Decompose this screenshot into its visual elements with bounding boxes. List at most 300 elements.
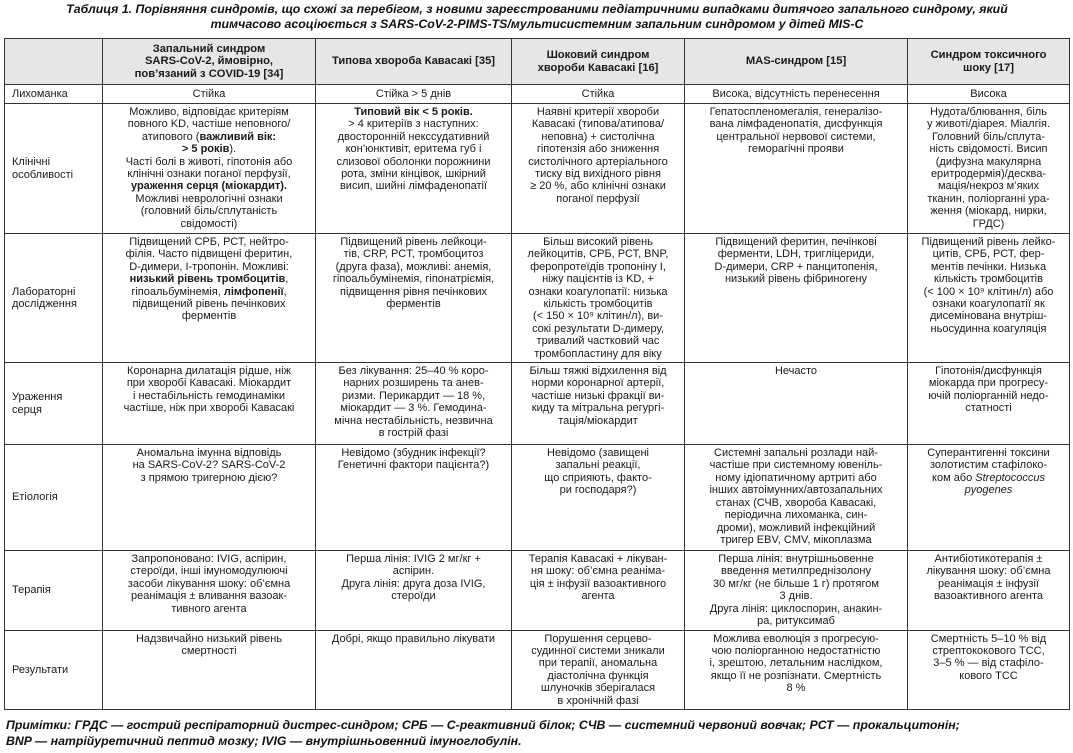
cell-text: ризми. Перикардит — 18 %, bbox=[341, 389, 486, 402]
cell-line bbox=[911, 645, 1066, 657]
cell-text: ження (міокард, нирки, bbox=[930, 205, 1047, 218]
cell-text: дисемінована внутріш- bbox=[930, 310, 1047, 323]
cell-text: засоби лікування шоку: об’ємна bbox=[127, 577, 291, 590]
cell-line bbox=[106, 298, 312, 310]
column-header-4 bbox=[685, 39, 908, 85]
cell-text: ючій поліорганній недо- bbox=[928, 389, 1049, 402]
cell-line bbox=[911, 310, 1066, 322]
cell-line bbox=[515, 236, 681, 248]
cell-text: неповна) + систолічна bbox=[541, 130, 655, 143]
cell-text: Невідомо (збудник інфекції? bbox=[341, 447, 486, 460]
cell-line bbox=[688, 447, 904, 459]
cell-text: ознаки коагулопатії як bbox=[932, 298, 1045, 311]
cell-line bbox=[911, 565, 1066, 577]
cell-text: Коронарна дилатація рідше, ніж bbox=[127, 365, 291, 378]
table-cell bbox=[512, 85, 685, 104]
row-header-cardiac bbox=[5, 363, 103, 445]
cell-line bbox=[319, 447, 508, 459]
cell-text: Перша лінія: внутрішньовенне bbox=[718, 553, 874, 566]
cell-text: повного KD, частіше неповного/ bbox=[127, 118, 291, 131]
cell-text: ). bbox=[229, 143, 237, 156]
cell-text: центральної нервової системи, bbox=[716, 130, 876, 143]
cell-line bbox=[319, 236, 508, 248]
table-body bbox=[5, 85, 1070, 710]
table-cell bbox=[103, 363, 316, 445]
table-cell bbox=[908, 104, 1070, 234]
cell-text: стероїди, інші імуномодулюючі bbox=[130, 565, 288, 578]
cell-line bbox=[688, 670, 904, 682]
cell-line bbox=[106, 273, 312, 285]
header-line: шоку [17] bbox=[963, 61, 1014, 74]
cell-text: (друга фаза), можливі: анемія, bbox=[335, 260, 492, 273]
cell-line bbox=[515, 415, 681, 427]
cell-text: ферментів bbox=[386, 298, 441, 311]
row-header-line: Клінічні bbox=[12, 156, 51, 169]
cell-text: цитів, СРБ, РСТ, фер- bbox=[932, 248, 1045, 261]
cell-line bbox=[106, 168, 312, 180]
cell-line bbox=[688, 261, 904, 273]
cell-text: Системні запальні розлади най- bbox=[714, 447, 878, 460]
cell-line bbox=[515, 180, 681, 192]
cell-text: стероїди bbox=[391, 590, 436, 603]
cell-text: ньосудинна коагуляція bbox=[930, 322, 1047, 335]
cell-line bbox=[911, 402, 1066, 414]
cell-text: нарних розширень та анев- bbox=[343, 377, 484, 390]
cell-line bbox=[911, 472, 1066, 484]
cell-line bbox=[106, 603, 312, 615]
table-cell bbox=[103, 551, 316, 630]
cell-line bbox=[688, 534, 904, 546]
table-cell bbox=[512, 551, 685, 630]
header-line: Шоковий синдром bbox=[546, 49, 650, 62]
cell-line bbox=[688, 236, 904, 248]
row-header-line: Лихоманка bbox=[12, 87, 68, 100]
cell-text: чою поліорганною недостатністю bbox=[711, 644, 881, 657]
cell-text: Стійка bbox=[581, 87, 615, 100]
cell-line bbox=[106, 645, 312, 657]
cell-line bbox=[688, 603, 904, 615]
cell-line bbox=[106, 447, 312, 459]
cell-line bbox=[106, 402, 312, 414]
cell-line bbox=[319, 286, 508, 298]
table-cell bbox=[316, 445, 512, 551]
cell-text: агента bbox=[581, 590, 615, 603]
cell-text: Друга лінія: циклоспорин, анакин- bbox=[709, 602, 883, 615]
cell-line bbox=[106, 472, 312, 484]
cell-line bbox=[106, 156, 312, 168]
cell-line bbox=[106, 578, 312, 590]
row-header-fever bbox=[5, 85, 103, 104]
table-row-outcomes bbox=[5, 630, 1070, 709]
cell-line bbox=[911, 365, 1066, 377]
cell-line bbox=[688, 633, 904, 645]
cell-text: ність свідомості. Висип bbox=[929, 143, 1048, 156]
cell-line bbox=[515, 193, 681, 205]
cell-line bbox=[688, 273, 904, 285]
cell-text: систолічного артеріального bbox=[528, 155, 668, 168]
cell-line bbox=[106, 286, 312, 298]
table-row-fever bbox=[5, 85, 1070, 104]
cell-text: свідомості) bbox=[180, 217, 238, 230]
row-header-line: серця bbox=[12, 403, 42, 416]
cell-text: Смертність 5–10 % від bbox=[930, 632, 1047, 645]
cell-text: у животі/діарея. Міалгія. bbox=[926, 118, 1051, 131]
header-line: хвороби Кавасакі [16] bbox=[537, 61, 659, 74]
table-cell bbox=[103, 445, 316, 551]
cell-line bbox=[688, 106, 904, 118]
cell-line bbox=[911, 286, 1066, 298]
cell-line bbox=[911, 88, 1066, 100]
cell-line bbox=[911, 180, 1066, 192]
cell-text: підвищення рівня печінкових bbox=[339, 285, 487, 298]
cell-text: Можливі неврологічні ознаки bbox=[135, 192, 283, 205]
notes-line: Примітки: ГРДС — гострий респіраторний дистрес-синдром; СРБ — С-реактивний білок; СЧВ — системний червоний вовчак; РСТ — прокальцитонін; bbox=[6, 718, 960, 732]
cell-text: тів, CRP, PCT, тромбоцитоз bbox=[343, 248, 484, 261]
cell-line bbox=[911, 377, 1066, 389]
cell-line bbox=[515, 88, 681, 100]
cell-text: (головний біль/сплутаність bbox=[140, 205, 278, 218]
cell-line bbox=[911, 657, 1066, 669]
column-header-0 bbox=[5, 39, 103, 85]
table-cell bbox=[512, 445, 685, 551]
cell-text: висип, шийні лімфаденопатії bbox=[339, 180, 488, 193]
cell-text: Запропоновано: IVIG, аспірин, bbox=[131, 553, 287, 566]
cell-line bbox=[319, 261, 508, 273]
cell-text: шлуночків зберігалася bbox=[540, 682, 656, 695]
cell-line bbox=[106, 131, 312, 143]
cell-text: мічна нестабільність, незвична bbox=[334, 414, 493, 427]
cell-text: Нечасто bbox=[774, 365, 818, 378]
cell-line bbox=[911, 298, 1066, 310]
cell-line bbox=[319, 459, 508, 471]
cell-text: низький рівень фібриногену bbox=[724, 273, 868, 286]
cell-text: Гіпотонія/дисфункція bbox=[935, 365, 1042, 378]
cell-text: періодична лихоманка, син- bbox=[724, 509, 868, 522]
header-line: Типова хвороба Кавасакі [35] bbox=[331, 55, 496, 68]
cell-line bbox=[688, 565, 904, 577]
cell-line bbox=[515, 402, 681, 414]
cell-text: Наявні критерії хвороби bbox=[536, 106, 660, 118]
cell-text: Кавасакі (типова/атипова/ bbox=[531, 118, 665, 131]
cell-line bbox=[911, 143, 1066, 155]
cell-line bbox=[911, 193, 1066, 205]
cell-line bbox=[515, 565, 681, 577]
cell-text: Більш тяжкі відхилення від bbox=[529, 365, 667, 378]
cell-line bbox=[106, 205, 312, 217]
table-cell bbox=[685, 630, 908, 709]
cell-text: Підвищений СРБ, РСТ, нейтро- bbox=[129, 236, 289, 248]
cell-text: Висока, відсутність перенесення bbox=[712, 87, 880, 100]
cell-text: ураження серця (міокардит). bbox=[130, 180, 288, 193]
cell-line bbox=[688, 657, 904, 669]
table-cell bbox=[908, 234, 1070, 363]
cell-line bbox=[911, 118, 1066, 130]
cell-line bbox=[688, 472, 904, 484]
table-cell bbox=[316, 630, 512, 709]
table-row-cardiac bbox=[5, 363, 1070, 445]
cell-text: норми коронарної артерії, bbox=[531, 377, 665, 390]
header-row bbox=[5, 39, 1070, 85]
table-cell bbox=[908, 630, 1070, 709]
table-cell bbox=[908, 85, 1070, 104]
cell-line bbox=[688, 682, 904, 694]
cell-line bbox=[911, 553, 1066, 565]
header-line: Синдром токсичного bbox=[930, 49, 1047, 62]
cell-line bbox=[106, 565, 312, 577]
cell-text: аспірин. bbox=[392, 565, 435, 578]
cell-line bbox=[688, 365, 904, 377]
table-row-clinical bbox=[5, 104, 1070, 234]
table-cell bbox=[512, 104, 685, 234]
cell-text: смертності bbox=[181, 644, 237, 657]
cell-text: важливий вік: bbox=[199, 130, 277, 143]
cell-line bbox=[106, 118, 312, 130]
cell-text: феропротеїдів тропоніну І, bbox=[530, 260, 666, 273]
cell-line bbox=[106, 236, 312, 248]
cell-line bbox=[688, 484, 904, 496]
cell-text: гіпотензія або зниження bbox=[536, 143, 660, 156]
cell-line bbox=[688, 590, 904, 602]
cell-text: тканин, поліорганні ура- bbox=[927, 192, 1050, 205]
cell-text: Невідомо (завищені bbox=[547, 447, 649, 460]
cell-text: Нудота/блювання, біль bbox=[930, 106, 1047, 118]
cell-line bbox=[515, 670, 681, 682]
cell-line bbox=[106, 310, 312, 322]
syndrome-comparison-table bbox=[4, 38, 1070, 710]
row-header-therapy bbox=[5, 551, 103, 630]
cell-line bbox=[319, 402, 508, 414]
cell-line bbox=[911, 459, 1066, 471]
cell-line bbox=[106, 459, 312, 471]
cell-text: двосторонній некссудативний bbox=[337, 130, 490, 143]
cell-text: при терапії, аномальна bbox=[538, 657, 658, 670]
cell-text: тривалий частковий час bbox=[536, 335, 660, 348]
cell-text: Підвищений рівень лейко- bbox=[921, 236, 1056, 248]
table-cell bbox=[908, 551, 1070, 630]
cell-text: Друга лінія: друга доза IVIG, bbox=[341, 577, 486, 590]
cell-line bbox=[319, 590, 508, 602]
cell-text: клінічні ознаки поганої перфузії, bbox=[127, 168, 291, 181]
cell-line bbox=[319, 168, 508, 180]
row-header-clinical bbox=[5, 104, 103, 234]
cell-line bbox=[515, 645, 681, 657]
cell-text: рота, зміни кінцівок, шкірний bbox=[341, 168, 486, 181]
cell-line bbox=[319, 377, 508, 389]
cell-text: діастолічна функція bbox=[547, 669, 649, 682]
cell-line bbox=[106, 590, 312, 602]
cell-line bbox=[106, 390, 312, 402]
cell-line bbox=[515, 682, 681, 694]
table-cell bbox=[908, 445, 1070, 551]
cell-text: ферменти, LDH, тригліцериди, bbox=[717, 248, 875, 261]
cell-text: ція ± інфузії вазоактивного bbox=[529, 577, 667, 590]
cell-text: дроми), можливий інфекційний bbox=[716, 521, 876, 534]
table-cell bbox=[908, 363, 1070, 445]
table-cell bbox=[316, 104, 512, 234]
table-caption bbox=[6, 2, 1068, 32]
cell-line bbox=[688, 131, 904, 143]
cell-text: Добрі, якщо правильно лікувати bbox=[331, 632, 496, 645]
caption-line: Таблиця 1. Порівняння синдромів, що схожі за перебігом, з новими зареєстрованими педіатричними випадками дитячого запального синдрому, який bbox=[66, 2, 1008, 16]
column-header-5 bbox=[908, 39, 1070, 85]
cell-text: якщо її не розпізнати. Смертність bbox=[710, 669, 882, 682]
cell-text: станах (СЧВ, хвороба Кавасакі, bbox=[715, 496, 877, 509]
cell-text: Стійка > 5 днів bbox=[375, 87, 452, 100]
cell-line bbox=[911, 633, 1066, 645]
cell-text: ному ідіопатичному артриті або bbox=[715, 471, 877, 484]
table-cell bbox=[103, 104, 316, 234]
cell-text: реанімація ± інфузії bbox=[938, 577, 1039, 590]
header-line: пов’язаний з COVID-19 [34] bbox=[134, 67, 284, 80]
cell-line bbox=[515, 143, 681, 155]
cell-text: судинної системи зникали bbox=[531, 644, 665, 657]
cell-line bbox=[911, 168, 1066, 180]
cell-line bbox=[911, 578, 1066, 590]
notes-line: BNP — натрійуретичний пептид мозку; IVIG — внутрішньовенний імуноглобулін. bbox=[6, 734, 522, 748]
cell-text: ознаки коагулопатії: низька bbox=[528, 285, 668, 298]
row-header-line: Результати bbox=[12, 663, 69, 676]
cell-line bbox=[319, 553, 508, 565]
cell-line bbox=[688, 615, 904, 627]
cell-text: Без лікування: 25–40 % коро- bbox=[338, 365, 489, 378]
table-cell bbox=[685, 445, 908, 551]
cell-text: 3 днів. bbox=[779, 590, 813, 603]
cell-text: Гепатоспленомегалія, генералізо- bbox=[709, 106, 883, 118]
cell-text: Підвищений рівень лейкоци- bbox=[340, 236, 487, 248]
cell-text: Більш високий рівень bbox=[543, 236, 653, 248]
cell-text: що сприяють, факто- bbox=[544, 471, 652, 484]
cell-text: гіпоальбумінемія, bbox=[131, 285, 224, 298]
cell-line bbox=[688, 645, 904, 657]
cell-text: Антибіотикотерапія ± bbox=[934, 553, 1043, 566]
cell-text: 30 мг/кг (не більше 1 г) протягом bbox=[713, 577, 879, 590]
cell-line bbox=[515, 286, 681, 298]
row-header-line: Ураження bbox=[12, 391, 63, 404]
cell-text: частіше, ніж при хворобі Кавасакі bbox=[123, 402, 295, 415]
row-header-outcomes bbox=[5, 630, 103, 709]
cell-line bbox=[911, 131, 1066, 143]
caption-line: тимчасово асоціюється з SARS-CoV-2-PIMS-TS/мультисистемним запальним синдромом у дітей MIS-C bbox=[210, 17, 864, 31]
cell-line bbox=[319, 565, 508, 577]
cell-line bbox=[911, 106, 1066, 118]
cell-line bbox=[515, 310, 681, 322]
cell-line bbox=[106, 633, 312, 645]
cell-text: Аномальна імунна відповідь bbox=[136, 447, 282, 460]
header-line: SARS-CoV-2, ймовірно, bbox=[144, 55, 274, 68]
cell-line bbox=[515, 390, 681, 402]
table-cell bbox=[685, 85, 908, 104]
cell-line bbox=[106, 106, 312, 118]
cell-text: частіше низькі фракції ви- bbox=[531, 389, 665, 402]
cell-line bbox=[688, 522, 904, 534]
column-header-3 bbox=[512, 39, 685, 85]
cell-text: кового ТСС bbox=[959, 669, 1018, 682]
cell-text: тивного агента bbox=[171, 602, 247, 615]
cell-text: (дифузна макулярна bbox=[935, 155, 1042, 168]
cell-line bbox=[911, 236, 1066, 248]
cell-line bbox=[688, 118, 904, 130]
cell-text: кількість тромбоцитів bbox=[934, 273, 1043, 286]
cell-text: вана лімфаденопатія, дисфункція bbox=[709, 118, 883, 131]
cell-text: 8 % bbox=[786, 682, 806, 695]
cell-line bbox=[319, 143, 508, 155]
cell-line bbox=[515, 484, 681, 496]
cell-line bbox=[319, 427, 508, 439]
row-header-etiology bbox=[5, 445, 103, 551]
table-cell bbox=[103, 234, 316, 363]
cell-text: реанімація ± вливання вазоак- bbox=[131, 590, 287, 603]
cell-line bbox=[515, 377, 681, 389]
cell-text: атипового ( bbox=[141, 130, 200, 143]
cell-text: і, зрештою, летальним наслідком, bbox=[709, 657, 883, 670]
cell-text: ментів печінки. Низька bbox=[930, 260, 1047, 273]
cell-text: лікування шоку: об’ємна bbox=[926, 565, 1051, 578]
cell-line bbox=[911, 156, 1066, 168]
cell-text: ком або bbox=[932, 471, 976, 484]
cell-line bbox=[515, 633, 681, 645]
cell-text: підвищений рівень печінкових bbox=[132, 298, 286, 311]
cell-line bbox=[106, 261, 312, 273]
cell-line bbox=[515, 590, 681, 602]
cell-line bbox=[515, 657, 681, 669]
table-cell bbox=[685, 363, 908, 445]
cell-line bbox=[688, 578, 904, 590]
table-row-therapy bbox=[5, 551, 1070, 630]
table-row-etiology bbox=[5, 445, 1070, 551]
cell-line bbox=[515, 298, 681, 310]
cell-text: ня шоку: об’ємна реаніма- bbox=[530, 565, 666, 578]
table-cell bbox=[685, 551, 908, 630]
cell-line bbox=[319, 273, 508, 285]
cell-text: золотистим стафілоко- bbox=[929, 459, 1048, 472]
table-notes bbox=[6, 717, 1068, 749]
cell-line bbox=[515, 323, 681, 335]
cell-text: Підвищений феритин, печінкові bbox=[715, 236, 877, 248]
cell-text: статності bbox=[965, 402, 1012, 415]
cell-line bbox=[515, 459, 681, 471]
cell-line bbox=[911, 390, 1066, 402]
cell-line bbox=[911, 323, 1066, 335]
cell-line bbox=[688, 509, 904, 521]
cell-text: лімфопенії bbox=[223, 285, 284, 298]
cell-text: стрептококового ТСС, bbox=[932, 644, 1045, 657]
cell-text: Стійка bbox=[192, 87, 226, 100]
cell-line bbox=[319, 578, 508, 590]
cell-text: на SARS-CoV-2? SARS-CoV-2 bbox=[132, 459, 286, 472]
cell-text: частіше при системному ювеніль- bbox=[709, 459, 883, 472]
cell-text: Суперантигенні токсини bbox=[927, 447, 1050, 460]
cell-text: слизової оболонки порожнини bbox=[336, 155, 491, 168]
cell-text: Генетичні фактори пацієнта?) bbox=[337, 459, 490, 472]
cell-line bbox=[106, 377, 312, 389]
cell-line bbox=[319, 365, 508, 377]
cell-line bbox=[319, 298, 508, 310]
cell-text: (< 150 × 10⁹ клітин/л), ви- bbox=[533, 310, 663, 323]
cell-text: міокарда при прогресу- bbox=[928, 377, 1049, 390]
cell-line bbox=[106, 218, 312, 230]
cell-line bbox=[319, 415, 508, 427]
row-header-lab bbox=[5, 234, 103, 363]
cell-text: > 4 критеріїв з наступних: bbox=[348, 118, 479, 131]
cell-text: pyogenes bbox=[964, 484, 1013, 497]
row-header-line: Лабораторні bbox=[12, 285, 76, 298]
cell-text: гіпоальбумінемія, гіпонатріємія, bbox=[332, 273, 495, 286]
table-cell bbox=[512, 234, 685, 363]
cell-line bbox=[106, 143, 312, 155]
cell-text: Перша лінія: IVIG 2 мг/кг + bbox=[346, 553, 481, 566]
cell-line bbox=[515, 472, 681, 484]
cell-text: Можлива еволюція з прогресую- bbox=[713, 632, 879, 645]
